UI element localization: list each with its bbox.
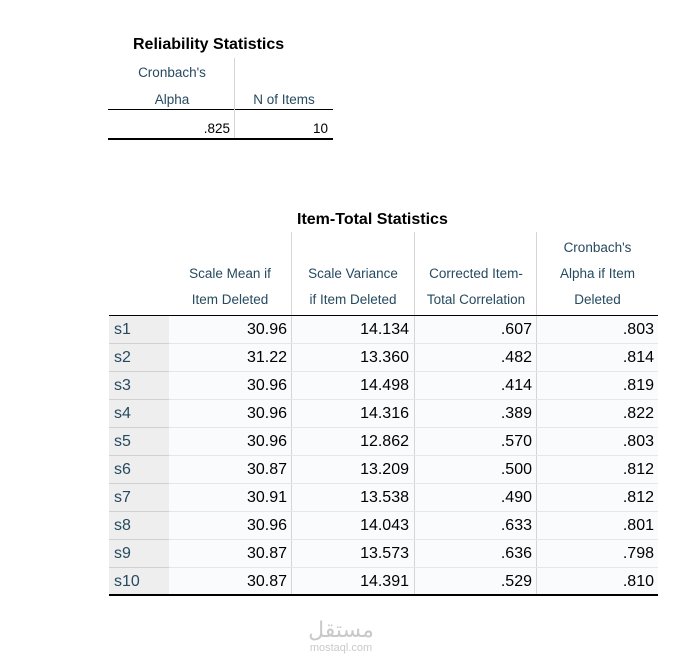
row-label: s2	[114, 349, 131, 366]
cell-scale-variance: 14.043	[360, 517, 409, 534]
cell-scale-mean: 30.87	[246, 461, 287, 478]
watermark-logo: مستقل	[308, 618, 374, 643]
cell-scale-variance: 14.498	[360, 377, 409, 394]
cell-alpha-if-deleted: .801	[622, 517, 654, 534]
header-corrected-l2: Corrected Item-	[429, 266, 523, 281]
table-row	[109, 344, 658, 372]
reliability-n-items-value: 10	[312, 121, 328, 136]
cell-scale-variance: 14.316	[360, 405, 409, 422]
row-label: s10	[114, 573, 140, 590]
reliability-header-n-items: N of Items	[253, 92, 315, 107]
cell-corrected-correlation: .500	[500, 461, 532, 478]
table-row	[109, 540, 658, 568]
header-scale-mean-l2: Scale Mean if	[189, 266, 271, 281]
row-label: s3	[114, 377, 131, 394]
item-total-title: Item-Total Statistics	[297, 211, 448, 228]
row-label: s9	[114, 545, 131, 562]
reliability-alpha-value: .825	[203, 121, 230, 136]
table-row	[109, 456, 658, 484]
cell-scale-mean: 30.96	[246, 321, 287, 338]
cell-alpha-if-deleted: .814	[622, 349, 654, 366]
cell-corrected-correlation: .633	[500, 517, 532, 534]
cell-scale-mean: 30.87	[246, 573, 287, 590]
cell-scale-mean: 30.87	[246, 545, 287, 562]
item-total-bottom-rule	[109, 594, 658, 596]
reliability-header-alpha-line1: Cronbach's	[138, 65, 206, 80]
table-row	[109, 428, 658, 456]
header-scale-variance-l2: Scale Variance	[308, 266, 398, 281]
cell-scale-variance: 12.862	[360, 433, 409, 450]
header-alpha-deleted-l2: Alpha if Item	[559, 266, 636, 281]
cell-corrected-correlation: .636	[500, 545, 532, 562]
watermark-url: mostaql.com	[309, 642, 373, 654]
row-label: s8	[114, 517, 131, 534]
table-row	[109, 372, 658, 400]
cell-scale-variance: 13.538	[360, 489, 409, 506]
cell-alpha-if-deleted: .803	[622, 321, 654, 338]
cell-scale-mean: 31.22	[246, 349, 287, 366]
cell-scale-variance: 14.134	[360, 321, 409, 338]
cell-scale-variance: 14.391	[360, 573, 409, 590]
cell-scale-variance: 13.360	[360, 349, 409, 366]
reliability-header-alpha-line2: Alpha	[154, 92, 190, 107]
cell-scale-variance: 13.209	[360, 461, 409, 478]
row-label: s6	[114, 461, 131, 478]
cell-corrected-correlation: .607	[500, 321, 532, 338]
cell-scale-mean: 30.96	[246, 433, 287, 450]
cell-corrected-correlation: .490	[500, 489, 532, 506]
cell-scale-mean: 30.96	[246, 377, 287, 394]
cell-scale-mean: 30.91	[246, 489, 287, 506]
header-corrected-l3: Total Correlation	[426, 292, 526, 307]
header-scale-variance-l3: if Item Deleted	[309, 292, 397, 307]
table-row	[109, 568, 658, 596]
reliability-title: Reliability Statistics	[133, 36, 285, 53]
cell-corrected-correlation: .482	[500, 349, 532, 366]
cell-alpha-if-deleted: .810	[622, 573, 654, 590]
cell-scale-mean: 30.96	[246, 517, 287, 534]
cell-alpha-if-deleted: .819	[622, 377, 654, 394]
cell-alpha-if-deleted: .822	[622, 405, 654, 422]
row-label: s5	[114, 433, 131, 450]
cell-corrected-correlation: .414	[500, 377, 532, 394]
cell-scale-variance: 13.573	[360, 545, 409, 562]
cell-corrected-correlation: .529	[500, 573, 532, 590]
cell-alpha-if-deleted: .803	[622, 433, 654, 450]
reliability-bottom-rule	[108, 138, 333, 140]
cell-corrected-correlation: .389	[500, 405, 532, 422]
cell-corrected-correlation: .570	[500, 433, 532, 450]
row-label: s1	[114, 321, 131, 338]
header-scale-mean-l3: Item Deleted	[191, 292, 269, 307]
header-alpha-deleted-l3: Deleted	[574, 292, 621, 307]
reliability-col-divider	[234, 58, 235, 138]
table-row	[109, 484, 658, 512]
table-row	[109, 316, 658, 344]
cell-scale-mean: 30.96	[246, 405, 287, 422]
header-alpha-deleted-l1: Cronbach's	[563, 240, 632, 255]
row-label: s7	[114, 489, 131, 506]
cell-alpha-if-deleted: .798	[622, 545, 654, 562]
row-label: s4	[114, 405, 131, 422]
table-row	[109, 512, 658, 540]
cell-alpha-if-deleted: .812	[622, 461, 654, 478]
reliability-header-rule	[108, 109, 333, 110]
cell-alpha-if-deleted: .812	[622, 489, 654, 506]
table-row	[109, 400, 658, 428]
